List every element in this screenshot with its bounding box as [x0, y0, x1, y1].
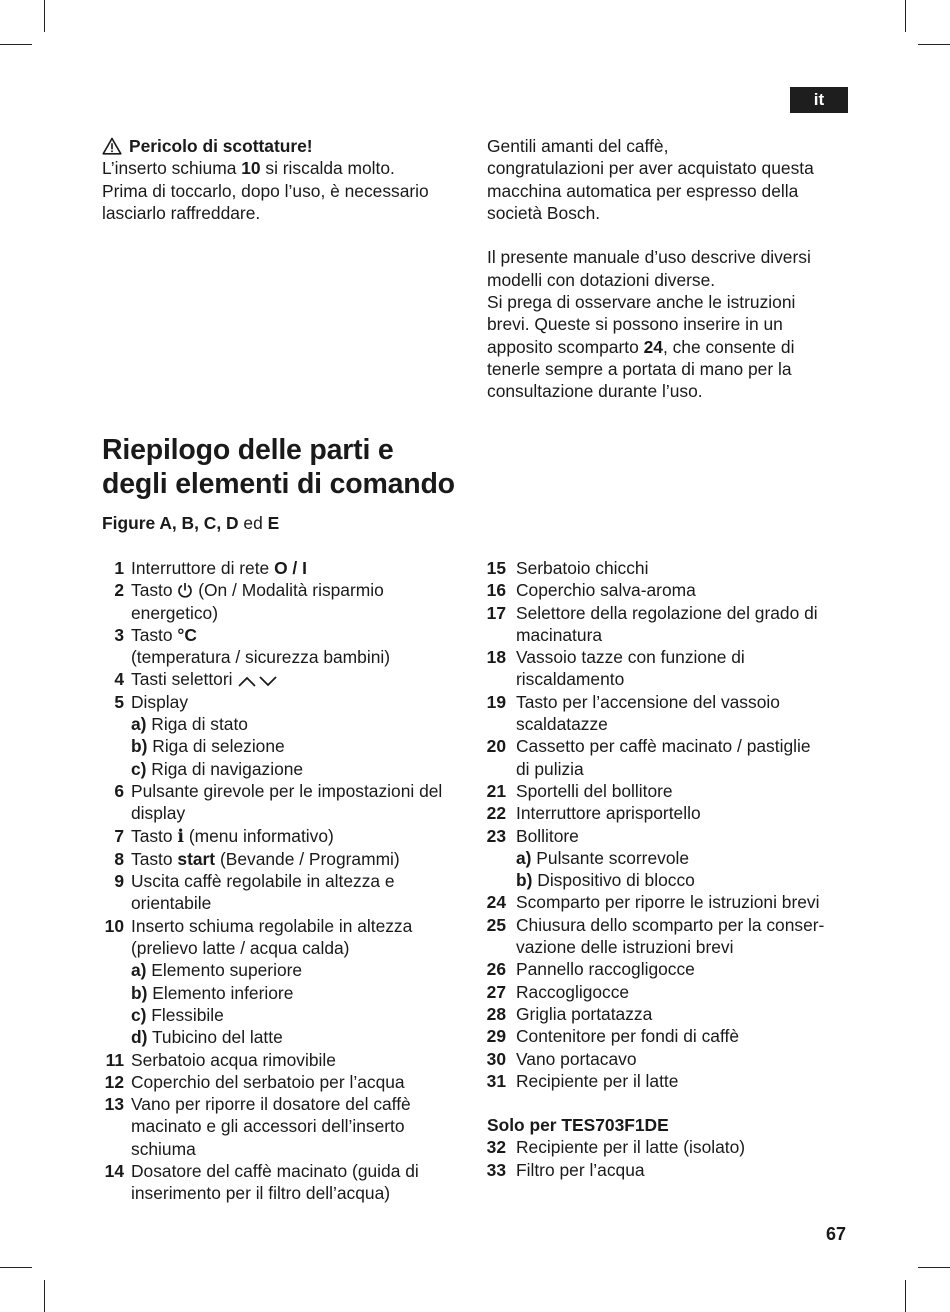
- intro-line: consultazione durante l’uso.: [487, 381, 703, 402]
- intro-text: [487, 135, 857, 403]
- crop-mark: [918, 44, 950, 45]
- list-item: 4 Tasti selettori: [102, 668, 472, 690]
- intro-line: macchina automatica per espresso della: [487, 180, 799, 201]
- list-item: 15 Serbatoio chicchi: [486, 558, 649, 578]
- section-title: Riepilogo delle parti e degli elementi di comando: [102, 434, 455, 500]
- crop-mark: [0, 44, 32, 45]
- figures-reference: Figure A, B, C, D ed E: [102, 513, 280, 533]
- list-item: 21 Sportelli del bollitore: [486, 780, 673, 801]
- list-item: 31 Recipiente per il latte: [486, 1070, 679, 1091]
- warning-triangle-icon: [102, 137, 122, 155]
- list-item: 10 Inserto schiuma regolabile in altezza (prelievo latte / acqua calda) a) Elemento superiore b) Elemento inferiore c) Flessibile d) Tubicino del latte: [104, 915, 413, 1048]
- list-item: 13 Vano per riporre il dosatore del caffè macinato e gli accessori dell’inserto schiuma: [104, 1094, 411, 1159]
- crop-mark: [905, 1280, 906, 1312]
- intro-line: brevi. Queste si possono inserire in un: [487, 314, 783, 335]
- page-number: 67: [826, 1224, 847, 1244]
- intro-line: società Bosch.: [487, 202, 601, 223]
- list-item: 23 Bollitore a) Pulsante scorrevole b) Dispositivo di blocco: [486, 825, 695, 891]
- list-item: 27 Raccogligocce: [486, 981, 630, 1002]
- language-tab: it: [790, 87, 848, 113]
- warning-block: [102, 135, 472, 224]
- intro-spacer: [487, 224, 857, 246]
- warning-line: lasciarlo raffreddare.: [102, 202, 261, 223]
- intro-line: congratulazioni per aver acquistato questa: [487, 158, 814, 179]
- list-item: 20 Cassetto per caffè macinato / pastiglie di pulizia: [486, 736, 811, 779]
- list-item: 26 Pannello raccogligocce: [486, 959, 695, 980]
- crop-mark: [0, 1267, 32, 1268]
- info-icon: i: [177, 826, 185, 847]
- warning-line: Prima di toccarlo, dopo l’uso, è necessario: [102, 180, 429, 201]
- list-item: 32 Recipiente per il latte (isolato): [486, 1137, 746, 1158]
- list-item: 9 Uscita caffè regolabile in altezza e orientabile: [114, 871, 395, 914]
- list-item: 29 Contenitore per fondi di caffè: [486, 1026, 740, 1047]
- list-item: 3 Tasto °C (temperatura / sicurezza bambini): [114, 624, 391, 668]
- list-item: 17 Selettore della regolazione del grado di macinatura: [486, 602, 818, 645]
- list-item: 18 Vassoio tazze con funzione di riscaldamento: [486, 647, 745, 690]
- list-item: 16 Coperchio salva-aroma: [486, 580, 696, 601]
- crop-mark: [44, 1280, 45, 1312]
- list-item: 2 Tasto (On / Modalità risparmio energetico): [114, 580, 384, 623]
- crop-mark: [918, 1267, 950, 1268]
- intro-line: apposito scomparto 24, che consente di: [487, 336, 795, 357]
- list-item: 8 Tasto start (Bevande / Programmi): [114, 848, 400, 869]
- list-item: 19 Tasto per l’accensione del vassoio scaldatazze: [486, 691, 780, 735]
- intro-line: modelli con dotazioni diverse.: [487, 269, 716, 290]
- list-item: 12 Coperchio del serbatoio per l’acqua: [104, 1071, 405, 1092]
- crop-mark: [44, 0, 45, 32]
- list-item: 14 Dosatore del caffè macinato (guida di inserimento per il filtro dell’acqua): [104, 1161, 419, 1204]
- parts-list-right: [487, 557, 857, 1181]
- intro-line: tenerle sempre a portata di mano per la: [487, 358, 792, 379]
- parts-list-left: [102, 557, 472, 1205]
- list-item: 6 Pulsante girevole per le impostazioni del display: [114, 780, 443, 824]
- list-item: 25 Chiusura dello scomparto per la conser- vazione delle istruzioni brevi: [486, 914, 825, 958]
- crop-mark: [905, 0, 906, 32]
- warning-title: Pericolo di scottature!: [102, 135, 472, 157]
- chevron-down-icon: [257, 674, 279, 688]
- list-item: 1 Interruttore di rete O / I: [114, 558, 307, 578]
- warning-line: L’inserto schiuma 10 si riscalda molto.: [102, 158, 395, 179]
- intro-line: Si prega di osservare anche le istruzioni: [487, 292, 796, 313]
- list-item: 24 Scomparto per riporre le istruzioni brevi: [486, 892, 820, 913]
- list-item: 33 Filtro per l’acqua: [486, 1159, 645, 1180]
- list-item: 7 Tasto i (menu informativo): [114, 825, 334, 847]
- model-subheading: Solo per TES703F1DE: [487, 1115, 669, 1136]
- list-item: 28 Griglia portatazza: [486, 1003, 653, 1024]
- list-item: 11 Serbatoio acqua rimovibile: [105, 1049, 336, 1070]
- chevron-up-icon: [237, 674, 257, 688]
- power-icon: [177, 582, 193, 599]
- list-item: 5 Display a) Riga di stato b) Riga di selezione c) Riga di navigazione: [114, 691, 304, 779]
- intro-line: Gentili amanti del caffè,: [487, 136, 669, 156]
- list-item: 22 Interruttore aprisportello: [486, 803, 701, 824]
- list-item: 30 Vano portacavo: [486, 1048, 637, 1069]
- intro-line: Il presente manuale d’uso descrive diversi: [487, 247, 811, 268]
